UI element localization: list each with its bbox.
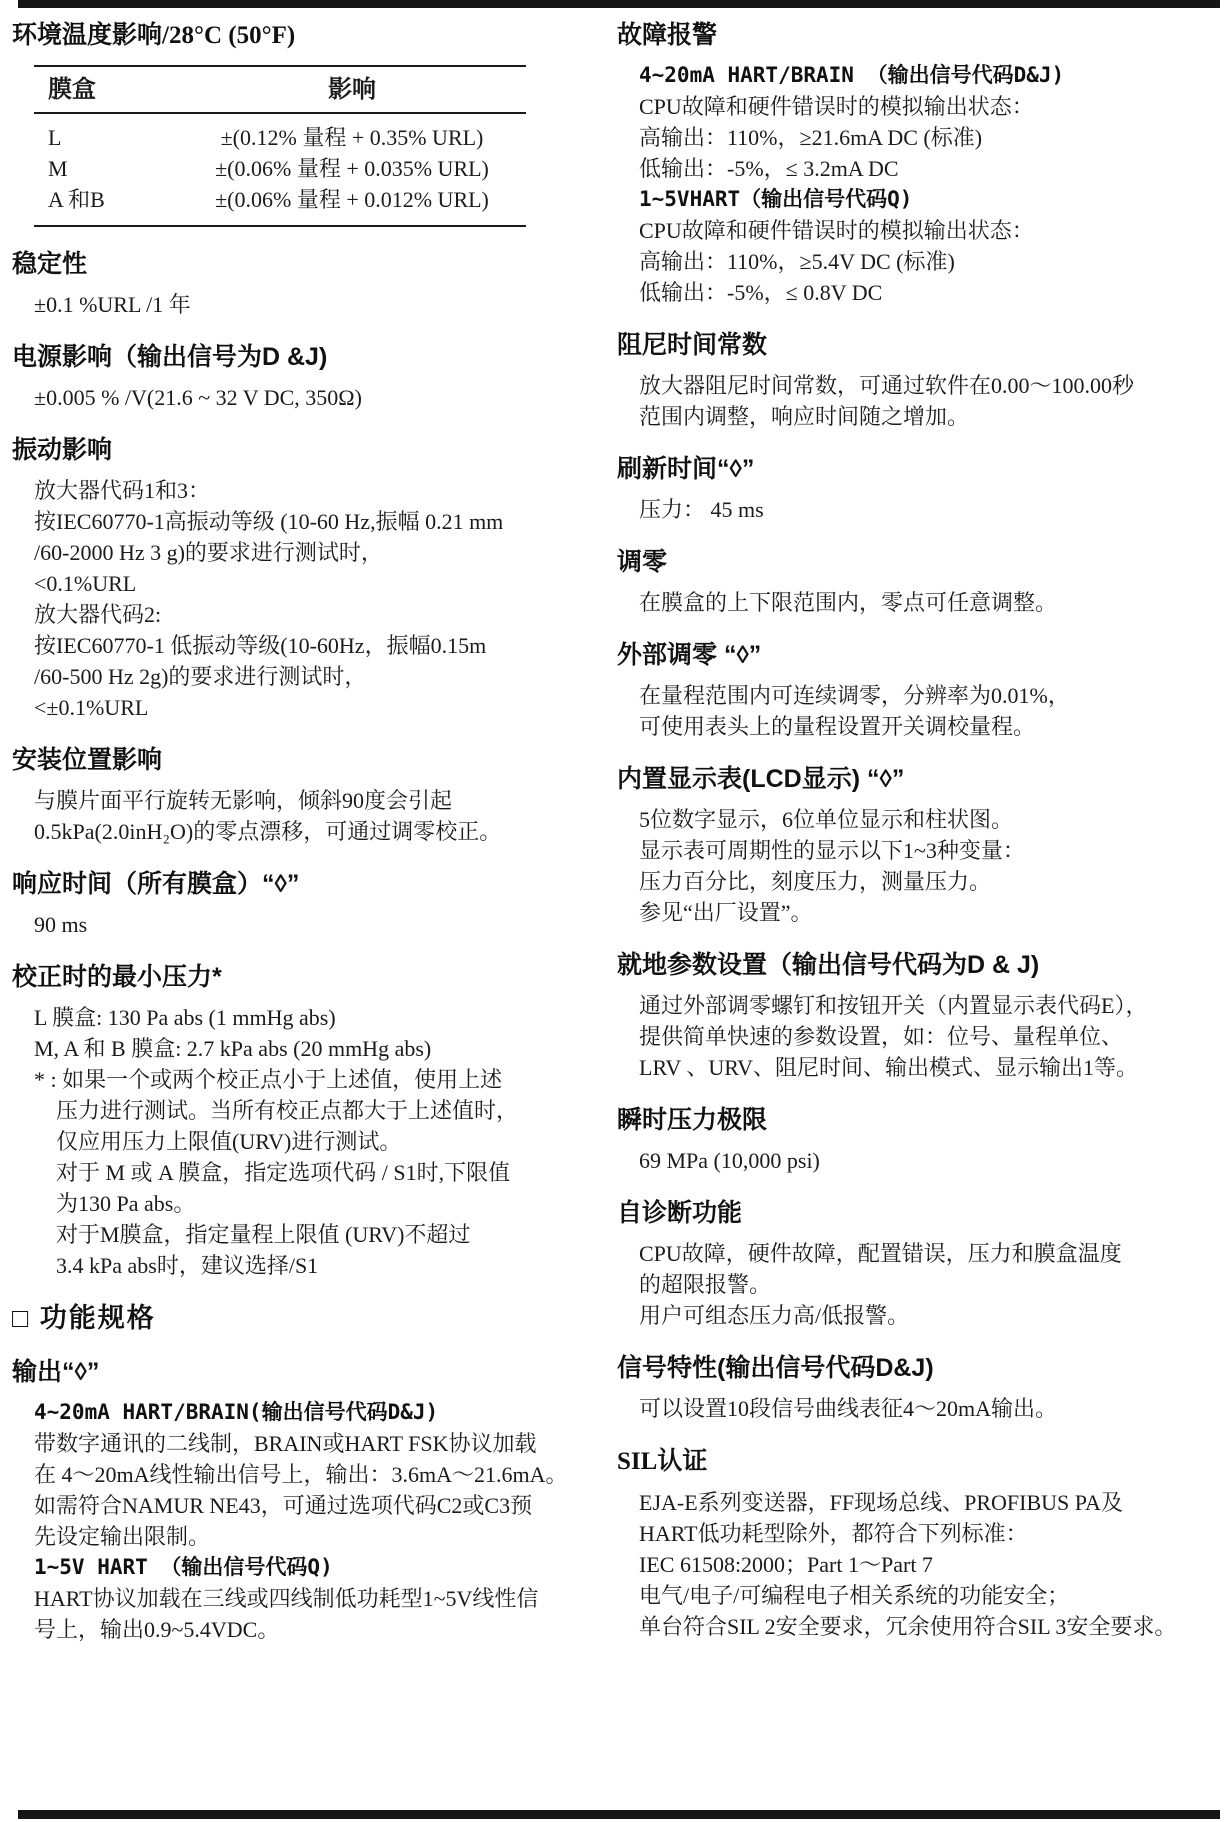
table-cell: ±(0.06% 量程 + 0.012% URL) <box>215 187 489 212</box>
table-header-row <box>34 67 526 114</box>
body-line: LRV 、URV、阻尼时间、输出模式、显示输出1等。 <box>639 1055 1139 1080</box>
section <box>617 1196 1229 1331</box>
section <box>12 340 568 413</box>
section-heading-text: 安装位置影响 <box>12 746 163 774</box>
body-line: 为130 Pa abs。 <box>56 1191 196 1216</box>
table-header-cell: 影响 <box>328 76 376 103</box>
section-heading-text: 瞬时压力极限 <box>617 1106 768 1134</box>
body-line: ±0.1 %URL /1 年 <box>34 292 191 317</box>
body-line: 在 4～20mA线性输出信号上，输出：3.6mA～21.6mA。 <box>34 1462 568 1487</box>
body-line: 单台符合SIL 2安全要求，冗余使用符合SIL 3安全要求。 <box>639 1614 1177 1639</box>
section <box>617 762 1229 928</box>
body-line: 放大器阻尼时间常数，可通过软件在0.00～100.00秒 <box>639 373 1135 398</box>
body-line: L 膜盒: 130 Pa abs (1 mmHg abs) <box>34 1005 336 1030</box>
section-heading-text: 环境温度影响 <box>12 21 163 49</box>
body-line: 按IEC60770-1高振动等级 (10-60 Hz,振幅 0.21 mm <box>34 509 504 534</box>
body-line: CPU故障和硬件错误时的模拟输出状态： <box>639 94 1034 119</box>
body-line: 90 ms <box>34 912 88 937</box>
section-heading <box>12 247 568 281</box>
section-heading-text: 调零 <box>617 548 668 576</box>
body-line: <0.1%URL <box>34 571 137 596</box>
body-line: 低输出：-5%，≤ 3.2mA DC <box>639 156 899 181</box>
table-row <box>34 114 526 153</box>
body-line: ±0.005 % /V(21.6 ~ 32 V DC, 350Ω) <box>34 385 362 410</box>
body-line: 通过外部调零螺钉和按钮开关（内置显示表代码E）， <box>639 993 1148 1018</box>
body-line: /60-2000 Hz 3 g)的要求进行测试时， <box>34 540 383 565</box>
spec-subheading-line: 4~20mA HART/BRAIN （输出信号代码D&J) <box>639 63 1065 87</box>
section-heading-text: 响应时间（所有膜盒）“◊” <box>12 870 300 898</box>
body-line: 号上，输出0.9~5.4VDC。 <box>34 1617 280 1642</box>
section-heading <box>617 1351 1229 1385</box>
body-line: 在膜盒的上下限范围内，零点可任意调整。 <box>639 590 1058 615</box>
table-row <box>34 184 526 225</box>
body-line: /60-500 Hz 2g)的要求进行测试时， <box>34 664 367 689</box>
section-heading <box>617 18 1229 52</box>
section <box>12 1301 568 1335</box>
spec-table <box>34 65 526 227</box>
body-line: 用户可组态压力高/低报警。 <box>639 1303 910 1328</box>
section <box>12 743 568 847</box>
body-line: 放大器代码1和3： <box>34 478 211 503</box>
section-heading-text: 电源影响（输出信号为D &J) <box>12 343 328 371</box>
table-cell: ±(0.12% 量程 + 0.35% URL) <box>220 125 484 150</box>
body-line: 仅应用压力上限值(URV)进行测试。 <box>56 1129 402 1154</box>
body-line: 带数字通讯的二线制，BRAIN或HART FSK协议加载 <box>34 1431 537 1456</box>
body-line: 提供简单快速的参数设置，如：位号、量程单位、 <box>639 1024 1124 1049</box>
section-heading-text: 校正时的最小压力* <box>12 963 222 991</box>
section <box>617 1444 1229 1642</box>
section <box>12 18 568 227</box>
body-line: 可以设置10段信号曲线表征4～20mA输出。 <box>639 1396 1058 1421</box>
table-cell: A 和B <box>48 187 105 212</box>
body-line: 压力： 45 ms <box>639 497 764 522</box>
body-line: 按IEC60770-1 低振动等级(10-60Hz，振幅0.15m <box>34 633 487 658</box>
section <box>617 452 1229 525</box>
section <box>12 1355 568 1645</box>
body-line: * : 如果一个或两个校正点小于上述值，使用上述 <box>34 1067 503 1092</box>
body-line: 先设定输出限制。 <box>34 1524 211 1549</box>
section <box>12 867 568 940</box>
body-line: 压力百分比，刻度压力，测量压力。 <box>639 869 992 894</box>
table-cell: M <box>48 156 68 181</box>
section-heading <box>12 1355 568 1389</box>
section-heading-text: 外部调零 “◊” <box>617 641 762 669</box>
body-line: CPU故障，硬件故障，配置错误，压力和膜盒温度 <box>639 1241 1122 1266</box>
section-heading-text: 就地参数设置（输出信号代码为D & J) <box>617 951 1040 979</box>
body-line: 高输出：110%，≥21.6mA DC (标准) <box>639 125 983 150</box>
body-line: 可使用表头上的量程设置开关调校量程。 <box>639 714 1036 739</box>
section-heading <box>12 960 568 994</box>
body-line: 对于 M 或 A 膜盒，指定选项代码 / S1时,下限值 <box>56 1160 511 1185</box>
section-heading <box>617 1196 1229 1230</box>
section <box>617 1351 1229 1424</box>
column-right <box>617 0 1229 1818</box>
body-line: 高输出：110%，≥5.4V DC (标准) <box>639 249 955 274</box>
body-line: 参见“出厂设置”。 <box>639 900 813 925</box>
body-line: 69 MPa (10,000 psi) <box>639 1148 820 1173</box>
body-line: 5位数字显示，6位单位显示和柱状图。 <box>639 807 1014 832</box>
section-heading <box>617 452 1229 486</box>
section-heading <box>617 328 1229 362</box>
table-row <box>34 153 526 184</box>
section-heading <box>12 867 568 901</box>
body-line: HART协议加载在三线或四线制低功耗型1~5V线性信 <box>34 1586 539 1611</box>
column-left <box>12 0 568 1818</box>
section-heading-text: 稳定性 <box>12 250 88 278</box>
body-line: 低输出：-5%，≤ 0.8V DC <box>639 280 883 305</box>
section-heading-text: □ 功能规格 <box>12 1303 156 1333</box>
section-heading <box>617 545 1229 579</box>
section-heading-text: SIL <box>617 1448 658 1475</box>
body-line: 与膜片面平行旋转无影响，倾斜90度会引起 <box>34 788 453 813</box>
bottom-rule <box>18 1810 1220 1819</box>
table-cell: L <box>48 125 62 150</box>
spec-subheading-line: 1~5VHART（输出信号代码Q) <box>639 187 913 211</box>
section <box>617 545 1229 618</box>
section-heading <box>12 433 568 467</box>
section <box>617 1103 1229 1176</box>
section-heading-text: 刷新时间“◊” <box>617 455 755 483</box>
body-line: 压力进行测试。当所有校正点都大于上述值时， <box>56 1098 519 1123</box>
section-heading <box>12 1301 568 1335</box>
body-line: 如需符合NAMUR NE43，可通过选项代码C2或C3预 <box>34 1493 533 1518</box>
body-line: 范围内调整，响应时间随之增加。 <box>639 404 970 429</box>
table-header-cell: 膜盒 <box>48 76 96 103</box>
section <box>617 18 1229 308</box>
body-line: 在量程范围内可连续调零，分辨率为0.01%， <box>639 683 1070 708</box>
body-line: <±0.1%URL <box>34 695 149 720</box>
body-line: IEC 61508:2000；Part 1～Part 7 <box>639 1552 933 1577</box>
section-heading <box>617 1103 1229 1137</box>
section-heading-text: 内置显示表(LCD显示) “◊” <box>617 765 905 793</box>
body-line: 0.5kPa(2.0inH₂O)的零点漂移，可通过调零校正。 <box>34 819 502 844</box>
section-heading-text: 输出“◊” <box>12 1358 100 1386</box>
spec-subheading-line: 1~5V HART （输出信号代码Q) <box>34 1555 333 1579</box>
section-heading-text: 自诊断功能 <box>617 1199 743 1227</box>
body-line: 的超限报警。 <box>639 1272 772 1297</box>
section-heading-text: 认证 <box>657 1447 708 1475</box>
body-line: 对于M膜盒，指定量程上限值 (URV)不超过 <box>56 1222 471 1247</box>
body-line: 放大器代码2: <box>34 602 162 627</box>
section-heading <box>617 1444 1229 1479</box>
section <box>617 638 1229 742</box>
body-line: M, A 和 B 膜盒: 2.7 kPa abs (20 mmHg abs) <box>34 1036 432 1061</box>
section <box>12 960 568 1281</box>
section-heading <box>12 743 568 777</box>
section-heading-text: 故障报警 <box>617 21 718 49</box>
section <box>617 948 1229 1083</box>
section-heading <box>617 948 1229 982</box>
section-heading <box>617 762 1229 796</box>
body-line: HART低功耗型除外，都符合下列标准： <box>639 1521 1028 1546</box>
spec-subheading-line: 4~20mA HART/BRAIN(输出信号代码D&J) <box>34 1400 439 1424</box>
section-heading <box>617 638 1229 672</box>
body-line: EJA-E系列变送器，FF现场总线、PROFIBUS PA及 <box>639 1490 1123 1515</box>
section-heading-text: /28°C (50°F) <box>162 22 296 49</box>
table-cell: ±(0.06% 量程 + 0.035% URL) <box>215 156 489 181</box>
section-heading <box>12 340 568 374</box>
section <box>617 328 1229 432</box>
section-heading-text: 信号特性(输出信号代码D&J) <box>617 1354 934 1382</box>
body-line: 显示表可周期性的显示以下1~3种变量： <box>639 838 1025 863</box>
body-line: CPU故障和硬件错误时的模拟输出状态： <box>639 218 1034 243</box>
section-heading-text: 阻尼时间常数 <box>617 331 768 359</box>
body-line: 3.4 kPa abs时，建议选择/S1 <box>56 1253 319 1278</box>
section <box>12 433 568 723</box>
body-line: 电气/电子/可编程电子相关系统的功能安全； <box>639 1583 1070 1608</box>
section-heading-text: 振动影响 <box>12 436 113 464</box>
section <box>12 247 568 320</box>
section-heading <box>12 18 568 53</box>
